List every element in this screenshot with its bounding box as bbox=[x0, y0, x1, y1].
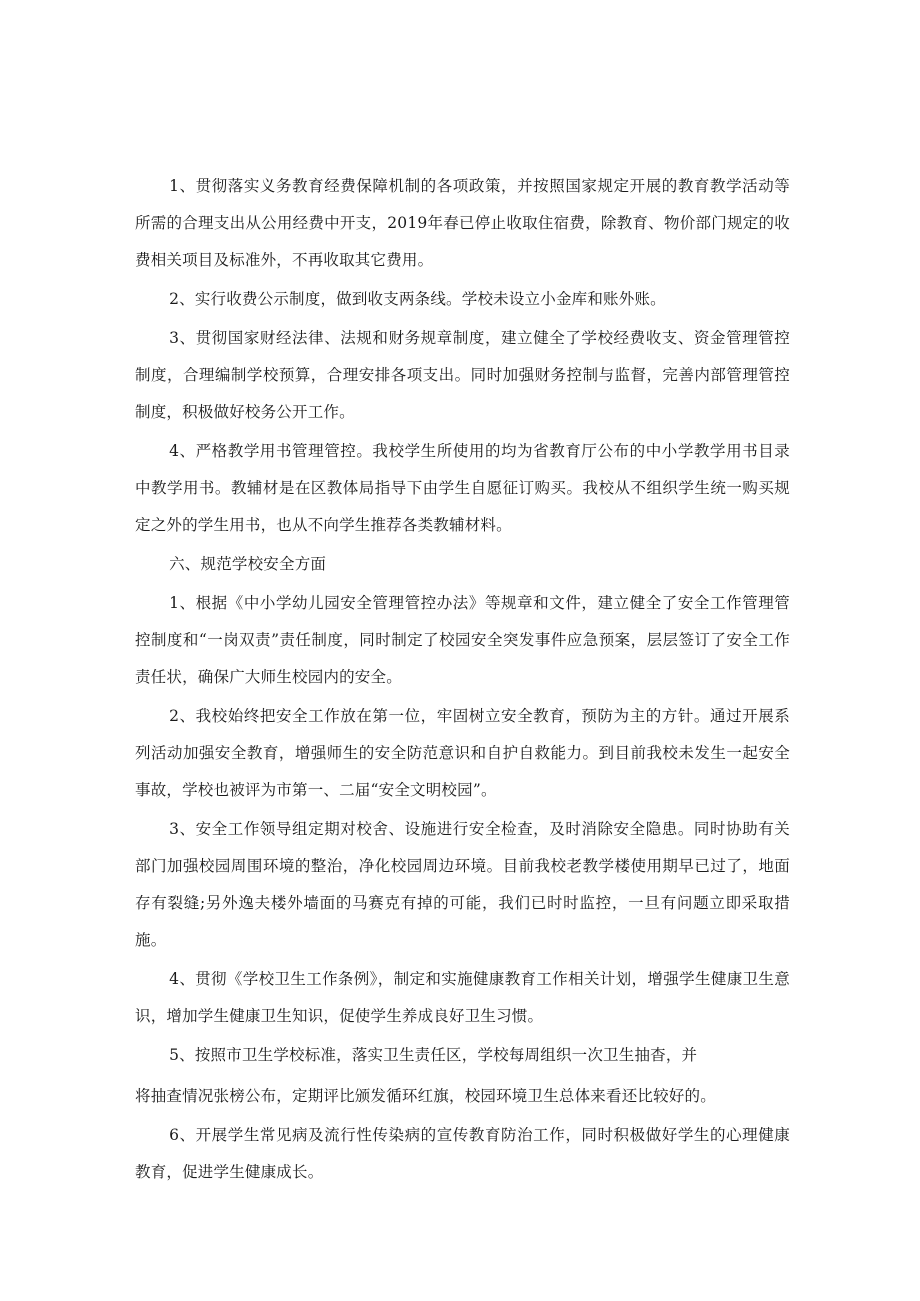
paragraph-hygiene-standards: 5、按照市卫生学校标准，落实卫生责任区，学校每周组织一次卫生抽杳，并 bbox=[169, 1046, 698, 1064]
paragraph-fee-disclosure: 2、实行收费公示制度，做到收支两条线。学校未设立小金库和账外账。 bbox=[169, 290, 666, 308]
paragraph-disease-prevention: 6、开展学生常见病及流行性传染病的宣传教育防治工作，同时积极做好学生的心理健康教育，促进学生健康成长。 bbox=[135, 1126, 790, 1181]
paragraph-safety-education: 2、我校始终把安全工作放在第一位，牢固树立安全教育，预防为主的方针。通过开展系列活动加强安全教育，增强师生的安全防范意识和自护自救能力。到目前我校未发生一起安全事故，学校也被评为市第一、二届“安全文明校园”。 bbox=[135, 707, 790, 799]
section-heading-safety: 六、规范学校安全方面 bbox=[169, 555, 327, 573]
paragraph-financial-regulations: 3、贯彻国家财经法律、法规和财务规章制度，建立健全了学校经费收支、资金管理管控制度，合理编制学校预算，合理安排各项支出。同时加强财务控制与监督，完善内部管理管控制度，积极做好校务公开工作。 bbox=[135, 329, 790, 421]
document-body bbox=[135, 168, 790, 1191]
paragraph-hygiene-standards-continued: 将抽查情况张榜公布，定期评比颁发循环红旗，校园环境卫生总体来看还比较好的。 bbox=[135, 1087, 716, 1105]
paragraph-funding-policy: 1、贯彻落实义务教育经费保障机制的各项政策，并按照国家规定开展的教育教学活动等所需的合理支出从公用经费中开支，2019年春已停止收取住宿费，除教育、物价部门规定的收费相关项目及标准外，不再收取其它费用。 bbox=[135, 177, 790, 269]
paragraph-hygiene-regulations: 4、贯彻《学校卫生工作条例》，制定和实施健康教育工作相关计划，增强学生健康卫生意识，增加学生健康卫生知识，促使学生养成良好卫生习惯。 bbox=[135, 970, 790, 1025]
paragraph-safety-inspection: 3、安全工作领导组定期对校舍、设施进行安全检查，及时消除安全隐患。同时协助有关部门加强校园周围环境的整治，净化校园周边环境。目前我校老教学楼使用期早已过了，地面存有裂缝;另外逸夫楼外墙面的马赛克有掉的可能，我们已时时监控，一旦有问题立即采取措施。 bbox=[135, 820, 790, 949]
paragraph-textbook-management: 4、严格教学用书管理管控。我校学生所使用的均为省教育厅公布的中小学教学用书目录中教学用书。教辅材是在区教体局指导下由学生自愿征订购买。我校从不组织学生统一购买规定之外的学生用书，也从不向学生推荐各类教辅材料。 bbox=[135, 442, 790, 534]
paragraph-safety-rules: 1、根据《中小学幼儿园安全管理管控办法》等规章和文件，建立健全了安全工作管理管控制度和“一岗双责”责任制度，同时制定了校园安全突发事件应急预案，层层签订了安全工作责任状，确保广大师生校园内的安全。 bbox=[135, 594, 790, 686]
